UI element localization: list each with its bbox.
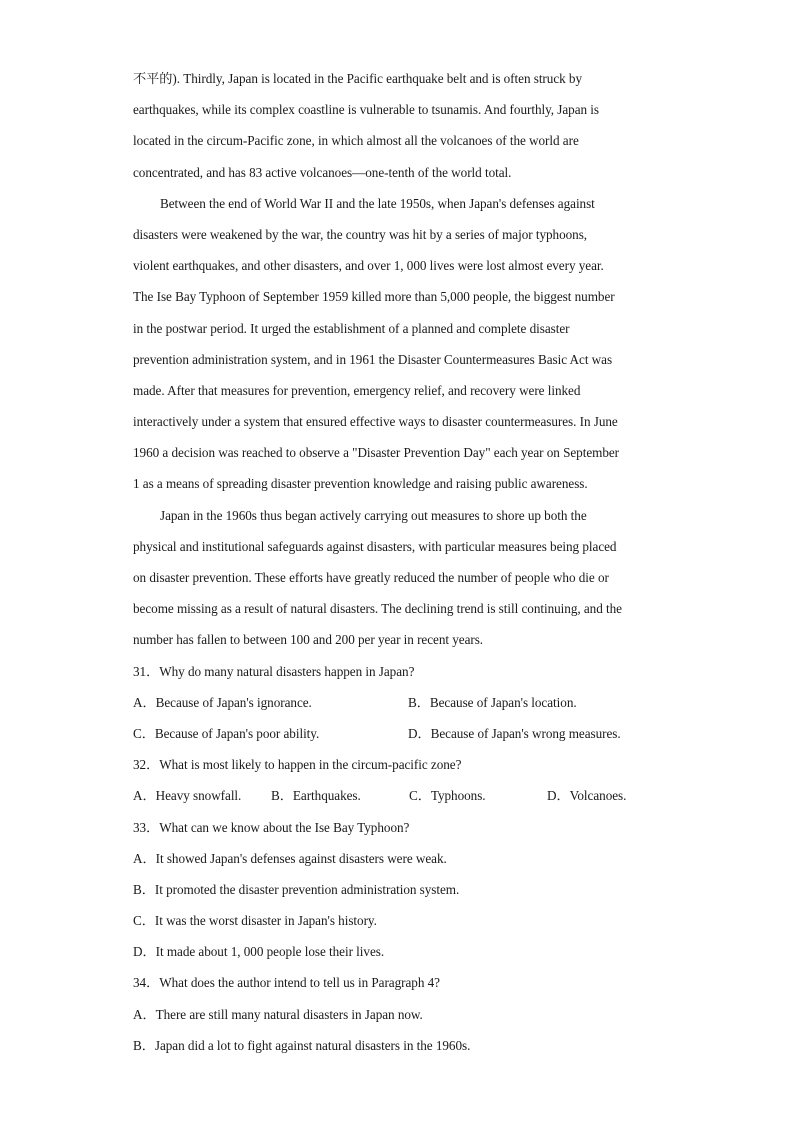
option-c: C．Because of Japan's poor ability. (133, 725, 320, 741)
option-b: B．Japan did a lot to fight against natural disasters in the 1960s. (133, 1037, 471, 1053)
question-34 (133, 967, 663, 1061)
passage-line: Between the end of World War II and the late 1950s, when Japan's defenses against (160, 195, 595, 211)
option-row (133, 718, 663, 749)
passage-line: interactively under a system that ensured effective ways to disaster countermeasures. In June (133, 414, 618, 430)
question-stem: 32．What is most likely to happen in the circum-pacific zone? (133, 757, 462, 773)
question-32 (133, 749, 663, 811)
passage-line: violent earthquakes, and other disasters, and over 1, 000 lives were lost almost every year. (133, 258, 604, 274)
question-33 (133, 812, 663, 968)
passage-line: made. After that measures for prevention, emergency relief, and recovery were linked (133, 382, 581, 398)
option-d: D．Because of Japan's wrong measures. (408, 725, 621, 741)
passage-line: in the postwar period. It urged the establishment of a planned and complete disaster (133, 320, 570, 336)
option-d: D．It made about 1, 000 people lose their lives. (133, 944, 385, 960)
option-d: D．Volcanoes. (547, 788, 627, 804)
paragraph-4 (133, 188, 663, 500)
option-row (133, 687, 663, 718)
option-a: A．There are still many natural disasters in Japan now. (133, 1006, 423, 1022)
option-c: C．It was the worst disaster in Japan's history. (133, 913, 377, 929)
option-b: B．Earthquakes. (271, 788, 361, 804)
paragraph-5 (133, 500, 663, 656)
passage-line: earthquakes, while its complex coastline is vulnerable to tsunamis. And fourthly, Japan is (133, 102, 599, 118)
passage-line: Japan in the 1960s thus began actively carrying out measures to shore up both the (160, 507, 587, 523)
option-b: B．It promoted the disaster prevention administration system. (133, 881, 460, 897)
passage-line: on disaster prevention. These efforts have greatly reduced the number of people who die or (133, 570, 609, 585)
option-row (133, 780, 663, 811)
question-stem: 31．Why do many natural disasters happen in Japan? (133, 663, 415, 679)
passage-line: 1 as a means of spreading disaster prevention knowledge and raising public awareness. (133, 476, 588, 492)
question-stem: 34．What does the author intend to tell us in Paragraph 4? (133, 975, 440, 991)
passage-line: disasters were weakened by the war, the country was hit by a series of major typhoons, (133, 226, 588, 242)
passage-line: physical and institutional safeguards against disasters, with particular measures being placed (133, 538, 617, 554)
passage-line: prevention administration system, and in 1961 the Disaster Countermeasures Basic Act was (133, 351, 613, 367)
option-a: A．It showed Japan's defenses against disasters were weak. (133, 850, 447, 866)
option-a: A．Because of Japan's ignorance. (133, 694, 312, 710)
passage-line: number has fallen to between 100 and 200 per year in recent years. (133, 632, 484, 648)
passage-line: 1960 a decision was reached to observe a "Disaster Prevention Day" each year on September (133, 445, 620, 461)
passage-line: become missing as a result of natural disasters. The declining trend is still continuing, and the (133, 601, 622, 617)
question-31 (133, 656, 663, 750)
passage-line: The Ise Bay Typhoon of September 1959 killed more than 5,000 people, the biggest number (133, 289, 615, 305)
document-page (133, 63, 663, 1061)
option-a: A．Heavy snowfall. (133, 788, 242, 804)
passage-line: 不平的). Thirdly, Japan is located in the Pacific earthquake belt and is often struck by (133, 71, 582, 86)
paragraph-3 (133, 63, 663, 188)
option-c: C．Typhoons. (409, 788, 486, 804)
question-stem: 33．What can we know about the Ise Bay Typhoon? (133, 819, 410, 835)
passage-line: concentrated, and has 83 active volcanoes—one-tenth of the world total. (133, 164, 512, 180)
option-b: B．Because of Japan's location. (408, 694, 577, 710)
passage-line: located in the circum-Pacific zone, in which almost all the volcanoes of the world are (133, 133, 579, 149)
